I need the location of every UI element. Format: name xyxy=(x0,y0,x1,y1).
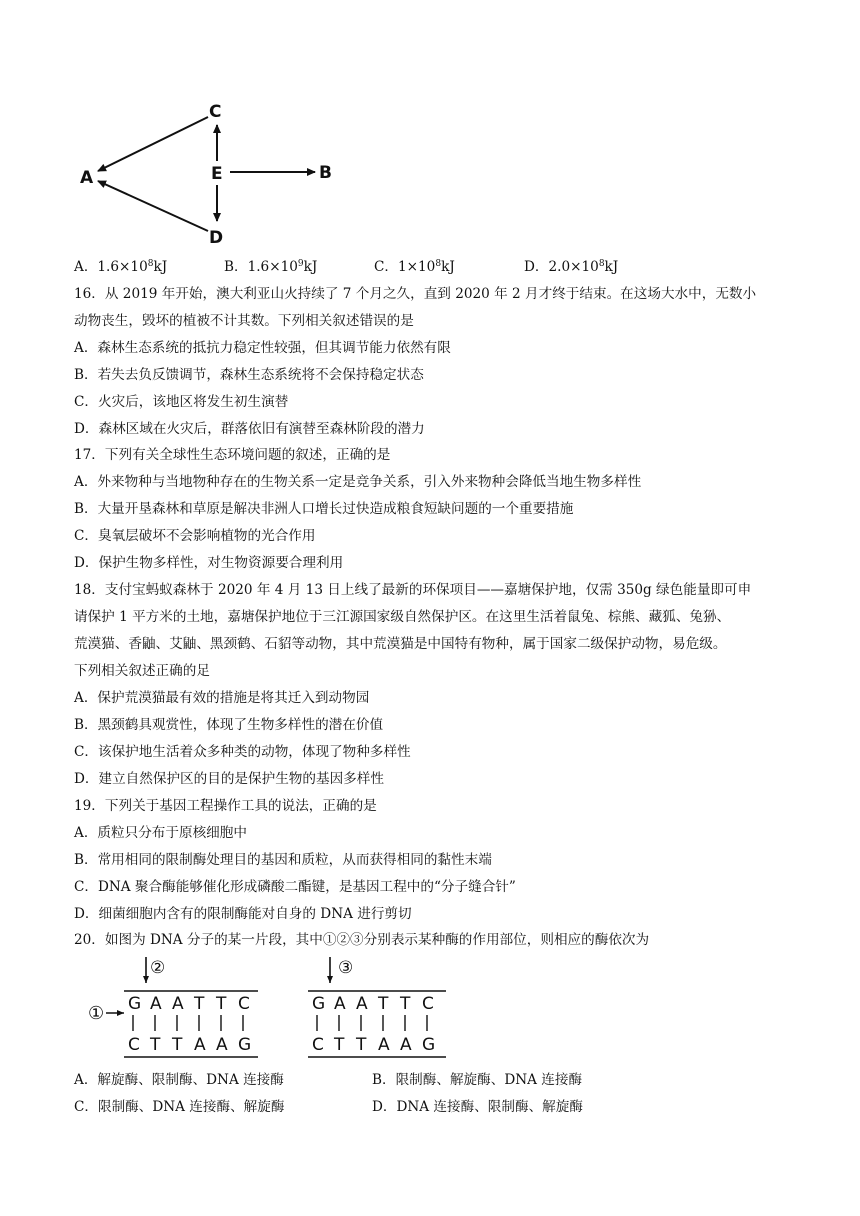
right-top-base-1: A xyxy=(334,994,346,1014)
q16-option-b[interactable]: B．若失去负反馈调节，森林生态系统将不会保持稳定状态 xyxy=(74,367,424,383)
q15-option-c[interactable]: C．$1\times 10^8kJ$ xyxy=(374,259,455,275)
q17-option-a[interactable]: A．外来物种与当地物种存在的生物关系一定是竞争关系，引入外来物种会降低当地生物多样性 xyxy=(74,474,642,490)
arrow-d-to-a xyxy=(98,181,208,231)
node-e: E xyxy=(211,164,223,184)
q15-option-b[interactable]: B．$1.6\times 10^9kJ$ xyxy=(224,259,318,275)
q17-option-c[interactable]: C．臭氧层破坏不会影响植物的光合作用 xyxy=(74,528,316,544)
arrow-c-to-a xyxy=(98,117,208,171)
node-c: C xyxy=(209,102,222,122)
dna-segment-figure xyxy=(80,955,460,1065)
left-bottom-base-3: A xyxy=(194,1035,206,1055)
q20-option-a[interactable]: A．解旋酶、限制酶、DNA 连接酶 xyxy=(74,1072,284,1088)
left-top-base-4: T xyxy=(216,994,227,1014)
right-top-base-2: A xyxy=(356,994,368,1014)
q19-option-c[interactable]: C．DNA 聚合酶能够催化形成磷酸二酯键，是基因工程中的“分子缝合针” xyxy=(74,879,516,895)
left-top-base-2: A xyxy=(172,994,184,1014)
right-bottom-base-3: A xyxy=(378,1035,390,1055)
left-top-base-0: G xyxy=(128,994,142,1014)
q17-stem: 17．下列有关全球性生态环境问题的叙述，正确的是 xyxy=(74,447,391,463)
site-marker-3: ③ xyxy=(338,958,354,978)
q16-option-d[interactable]: D．森林区域在火灾后，群落依旧有演替至森林阶段的潜力 xyxy=(74,421,425,437)
site-marker-2: ② xyxy=(150,958,166,978)
q18-stem-line-3: 荒漠猫、香鼬、艾鼬、黑颈鹤、石貂等动物，其中荒漠猫是中国特有物种，属于国家二级保护动物，易危级。 xyxy=(74,636,727,652)
q17-option-d[interactable]: D．保护生物多样性，对生物资源要合理利用 xyxy=(74,555,344,571)
right-bottom-base-5: G xyxy=(422,1035,436,1055)
left-dna-fragment xyxy=(128,994,251,1055)
right-dna-fragment xyxy=(312,994,435,1055)
site-marker-1: ① xyxy=(88,1003,105,1024)
right-bottom-base-1: T xyxy=(334,1035,345,1055)
food-web-diagram xyxy=(70,95,350,255)
node-a: A xyxy=(80,168,94,188)
right-top-base-4: T xyxy=(400,994,411,1014)
q15-option-d[interactable]: D．$2.0\times 10^8kJ$ xyxy=(524,259,619,275)
q19-stem: 19．下列关于基因工程操作工具的说法，正确的是 xyxy=(74,798,377,814)
q16-stem-line-2: 动物丧生，毁坏的植被不计其数。下列相关叙述错误的是 xyxy=(74,313,414,329)
q17-option-b[interactable]: B．大量开垦森林和草原是解决非洲人口增长过快造成粮食短缺问题的一个重要措施 xyxy=(74,501,574,517)
q18-stem-line-1: 18．支付宝蚂蚁森林于 2020 年 4 月 13 日上线了最新的环保项目——嘉塘保护地，仅需 350g 绿色能量即可申 xyxy=(74,582,752,598)
left-top-base-3: T xyxy=(194,994,205,1014)
node-b: B xyxy=(319,163,332,183)
q20-option-d[interactable]: D．DNA 连接酶、限制酶、解旋酶 xyxy=(372,1099,583,1115)
q18-option-d[interactable]: D．建立自然保护区的目的是保护生物的基因多样性 xyxy=(74,771,384,787)
q20-option-b[interactable]: B．限制酶、解旋酶、DNA 连接酶 xyxy=(372,1072,583,1088)
left-bottom-base-4: A xyxy=(216,1035,228,1055)
q18-option-c[interactable]: C．该保护地生活着众多种类的动物，体现了物种多样性 xyxy=(74,744,411,760)
right-top-base-5: C xyxy=(422,994,434,1014)
q19-option-b[interactable]: B．常用相同的限制酶处理目的基因和质粒，从而获得相同的黏性末端 xyxy=(74,852,492,868)
q16-option-a[interactable]: A．森林生态系统的抵抗力稳定性较强，但其调节能力依然有限 xyxy=(74,340,451,356)
right-bottom-base-0: C xyxy=(312,1035,324,1055)
q16-option-c[interactable]: C．火灾后，该地区将发生初生演替 xyxy=(74,394,289,410)
right-bottom-base-4: A xyxy=(400,1035,412,1055)
q19-option-a[interactable]: A．质粒只分布于原核细胞中 xyxy=(74,825,247,841)
left-bottom-base-5: G xyxy=(238,1035,252,1055)
left-bottom-base-2: T xyxy=(172,1035,183,1055)
q16-stem-line-1: 16．从 2019 年开始，澳大利亚山火持续了 7 个月之久，直到 2020 年 2 月才终于结束。在这场大水中，无数小 xyxy=(74,286,757,302)
right-bottom-base-2: T xyxy=(356,1035,367,1055)
node-d: D xyxy=(209,228,224,248)
q19-option-d[interactable]: D．细菌细胞内含有的限制酶能对自身的 DNA 进行剪切 xyxy=(74,906,412,922)
q18-option-b[interactable]: B．黑颈鹤具观赏性，体现了生物多样性的潜在价值 xyxy=(74,717,384,733)
right-top-base-3: T xyxy=(378,994,389,1014)
left-bottom-base-0: C xyxy=(128,1035,140,1055)
q18-stem-line-4: 下列相关叙述正确的足 xyxy=(74,663,210,679)
q15-option-a[interactable]: A．$1.6\times 10^8kJ$ xyxy=(74,259,168,275)
left-top-base-5: C xyxy=(238,994,250,1014)
q18-stem-line-2: 请保护 1 平方米的土地，嘉塘保护地位于三江源国家级自然保护区。在这里生活着鼠兔、棕熊、藏狐、兔狲、 xyxy=(74,609,731,625)
left-bottom-base-1: T xyxy=(150,1035,161,1055)
q18-option-a[interactable]: A．保护荒漠猫最有效的措施是将其迁入到动物园 xyxy=(74,690,370,706)
left-top-base-1: A xyxy=(150,994,162,1014)
right-top-base-0: G xyxy=(312,994,326,1014)
q20-stem: 20．如图为 DNA 分子的某一片段，其中①②③分别表示某种酶的作用部位，则相应的酶依次为 xyxy=(74,932,650,948)
q20-option-c[interactable]: C．限制酶、DNA 连接酶、解旋酶 xyxy=(74,1099,285,1115)
